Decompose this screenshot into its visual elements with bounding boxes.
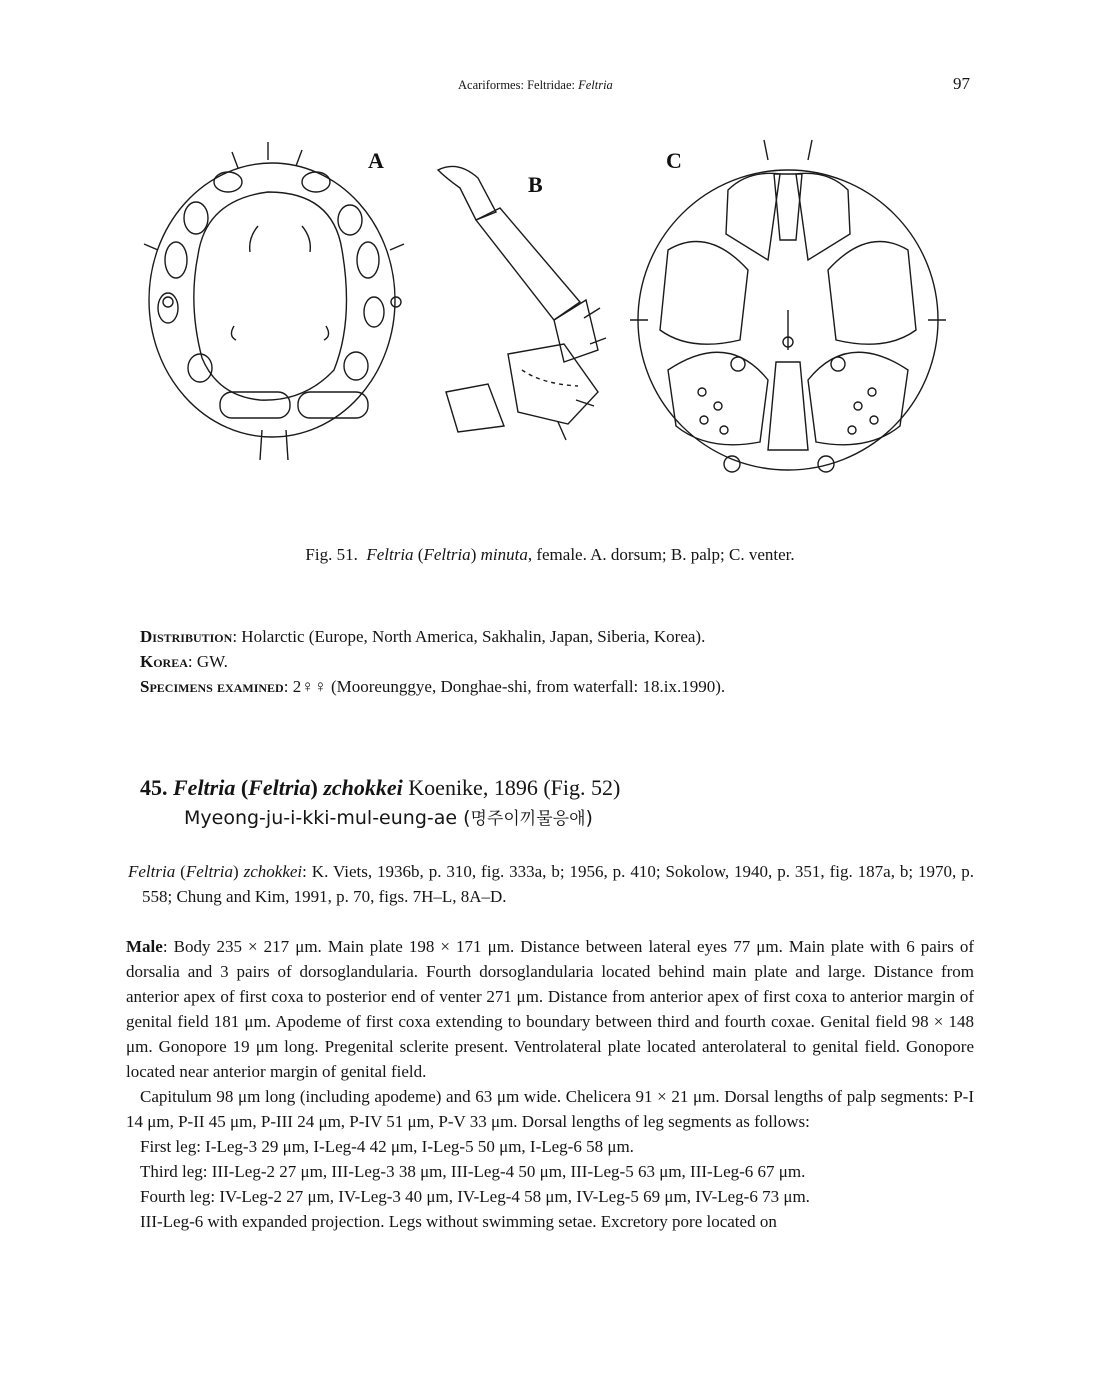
palp-drawing (438, 166, 606, 440)
running-title-prefix: Acariformes: Feltridae: (458, 78, 579, 92)
korea-label: Korea (140, 652, 188, 671)
fourth-leg-line: Fourth leg: IV-Leg-2 27 μm, IV-Leg-3 40 μm, IV-Leg-4 58 μm, IV-Leg-5 69 μm, IV-Leg-6 73 μm. (140, 1187, 810, 1206)
species-epithet: zchokkei (323, 775, 403, 800)
third-leg-line: Third leg: III-Leg-2 27 μm, III-Leg-3 38 μm, III-Leg-4 50 μm, III-Leg-5 63 μm, III-Leg-6 67 μm. (140, 1162, 806, 1181)
caption-fig-number: Fig. 51. (305, 545, 358, 564)
running-title-genus: Feltria (578, 78, 613, 92)
synonymy-epithet: zchokkei (243, 862, 303, 881)
korean-name (184, 803, 980, 834)
korea-line (140, 649, 980, 674)
synonymy-text: : K. Viets, 1936b, p. 310, fig. 333a, b; 1956, p. 410; Sokolow, 1940, p. 351, fig. 187a, b; 1970, p. 558; Chung and Kim, 1991, p. 70, figs. 7H–L, 8A–D. (142, 862, 974, 906)
male-description (126, 934, 974, 1234)
korea-text: : GW. (187, 652, 228, 671)
figure-51-illustration (128, 130, 974, 500)
last-line: III-Leg-6 with expanded projection. Legs without swimming setae. Excretory pore located on (140, 1212, 777, 1231)
species-subgenus: Feltria (248, 775, 311, 800)
specimens-label: Specimens examined (140, 677, 284, 696)
distribution-line (140, 624, 980, 649)
synonymy-paragraph: Feltria (Feltria) zchokkei: K. Viets, 1936b, p. 310, fig. 333a, b; 1956, p. 410; Sokolow, 1940, p. 351, fig. 187a, b; 1970, p. 558; Chung and Kim, 1991, p. 70, figs. 7H–L, 8A–D. (128, 862, 974, 906)
venter-drawing (630, 140, 946, 472)
species-author: Koenike, 1896 (Fig. 52) (402, 775, 621, 800)
specimens-text: : 2♀♀ (Mooreunggye, Donghae-shi, from waterfall: 18.ix.1990). (283, 677, 726, 696)
specimen-metadata (140, 624, 980, 699)
caption-species: minuta (480, 545, 528, 564)
specimens-line (140, 674, 980, 699)
species-title: 45. Feltria (Feltria) zchokkei Koenike, 1896 (Fig. 52) (140, 775, 621, 800)
distribution-text: : Holarctic (Europe, North America, Sakhalin, Japan, Siberia, Korea). (232, 627, 706, 646)
first-leg-line: First leg: I-Leg-3 29 μm, I-Leg-4 42 μm, I-Leg-5 50 μm, I-Leg-6 58 μm. (140, 1137, 634, 1156)
caption-text: , female. A. dorsum; B. palp; C. venter. (527, 545, 795, 564)
caption-genus: Feltria (366, 545, 414, 564)
male-text: : Body 235 × 217 μm. Main plate 198 × 171 μm. Distance between lateral eyes 77 μm. Main plate with 6 pairs of dorsalia and 3 pairs of dorsoglandularia. Fourth dorsoglandularia located behind main plate and large. Distance from anterior apex of first coxa to posterior end of venter 271 μm. Distance from anterior apex of first coxa to anterior margin of genital field 181 μm. Apodeme of first coxa extending to boundary between third and fourth coxae. Genital field 98 × 148 μm. Gonopore 19 μm long. Pregenital sclerite present. Ventrolateral plate located anterolateral to genital field. Gonopore located near anterior margin of genital field. (126, 937, 974, 1081)
capitulum-paragraph: Capitulum 98 μm long (including apodeme) and 63 μm wide. Chelicera 91 × 21 μm. Dorsal lengths of palp segments: P-I 14 μm, P-II 45 μm, P-III 24 μm, P-IV 51 μm, P-V 33 μm. Dorsal lengths of leg segments as follows: (126, 1087, 974, 1131)
korean-romanized: Myeong-ju-i-kki-mul-eung-ae ( (184, 807, 471, 829)
figure-label-b: B (528, 172, 543, 197)
running-title (458, 78, 613, 93)
figure-51 (128, 130, 974, 500)
species-genus: Feltria (173, 775, 236, 800)
korean-hangul: 명주이끼물응애 (470, 809, 586, 829)
figure-label-c: C (666, 148, 682, 173)
species-number: 45. (140, 775, 168, 800)
distribution-label: Distribution (140, 627, 233, 646)
figure-caption: Fig. 51. Feltria (Feltria) minuta, female. A. dorsum; B. palp; C. venter. (305, 545, 795, 564)
page-header (0, 74, 1100, 98)
caption-subgenus: Feltria (423, 545, 471, 564)
korean-close: ) (585, 807, 593, 829)
species-heading (140, 773, 980, 834)
synonymy-subgenus: Feltria (185, 862, 234, 881)
dorsum-drawing (144, 142, 404, 460)
synonymy-genus: Feltria (128, 862, 176, 881)
page-number: 97 (953, 74, 970, 93)
figure-label-a: A (368, 148, 384, 173)
male-paragraph (126, 934, 974, 1084)
male-label: Male (126, 937, 163, 956)
